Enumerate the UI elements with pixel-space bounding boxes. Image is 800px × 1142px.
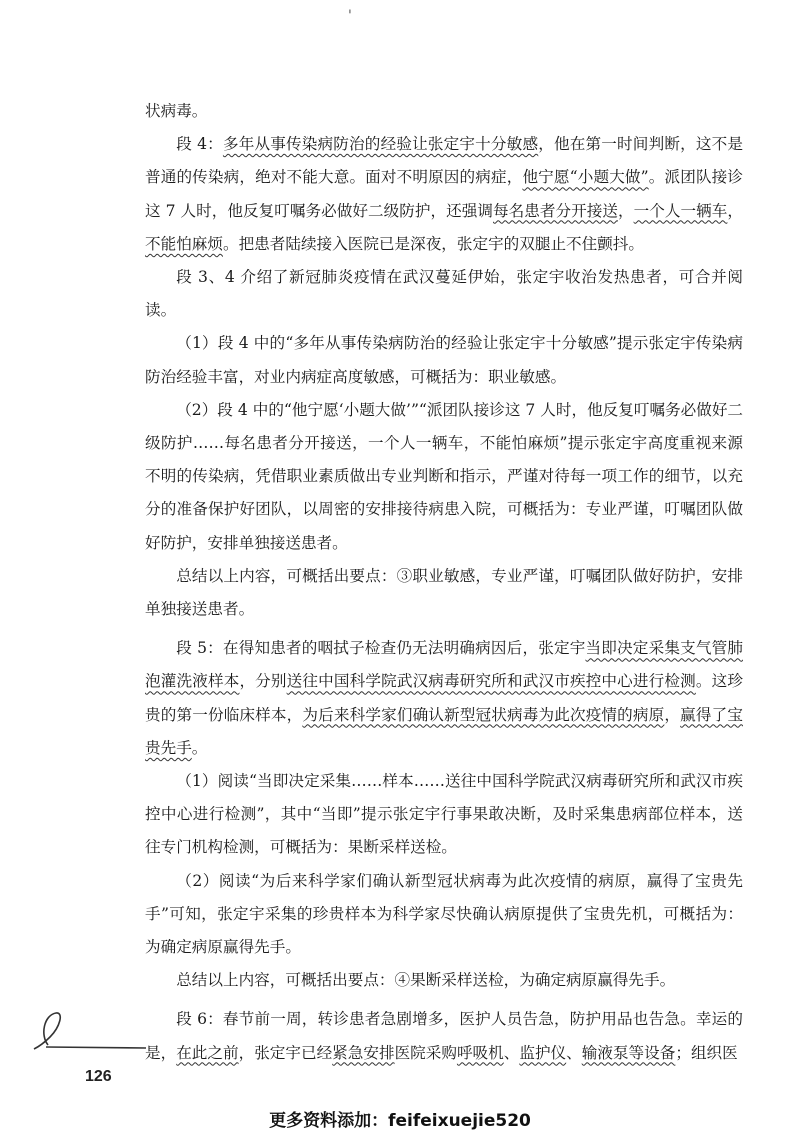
- text-run: 、: [503, 1043, 520, 1062]
- underlined-phrase: 紧急安排: [332, 1043, 395, 1062]
- paragraph: [145, 261, 743, 327]
- text-run: ，分别: [239, 672, 287, 691]
- underlined-phrase: 一个人一辆车: [633, 201, 728, 220]
- paragraph: [145, 632, 743, 765]
- underlined-phrase: 不能怕麻烦: [145, 234, 223, 253]
- text-run: （1）段 4 中的“多年从事传染病防治的经验让张定宇十分敏感”提示张定宇传染病防治经验丰富，对业内病症高度敏感，可概括为：职业敏感。: [145, 334, 743, 386]
- underlined-phrase: 监护仪: [519, 1043, 567, 1062]
- text-run: （1）阅读“当即决定采集……样本……送往中国科学院武汉病毒研究所和武汉市疾控中心进行检测”，其中“当即”提示张定宇行事果敢决断，及时采集患病部位样本，送往专门机构检测，可概括为：果断采样送检。: [145, 772, 743, 857]
- paragraph: [145, 865, 743, 965]
- underlined-phrase: 为后来科学家们确认新型冠状病毒为此次疫情的病原: [302, 705, 665, 724]
- text-run: ，: [618, 201, 634, 220]
- paragraph: [145, 964, 743, 997]
- text-run: 。: [191, 738, 208, 757]
- underlined-phrase: 在此之前: [176, 1043, 239, 1062]
- text-run: 段 5：在得知患者的咽拭子检查仍无法明确病因后，张定宇: [176, 639, 586, 658]
- handwritten-signature-mark: [26, 1005, 156, 1055]
- text-run: 状病毒。: [145, 102, 208, 120]
- text-body: [145, 95, 743, 1070]
- underlined-phrase: 呼吸机: [456, 1043, 504, 1062]
- text-run: 段 3、4 介绍了新冠肺炎疫情在武汉蔓延伊始，张定宇收治发热患者，可合并阅读。: [145, 268, 743, 320]
- underlined-phrase: 当即决定采集支气管肺泡灌洗液样本: [145, 639, 743, 691]
- text-run: 段 4：: [176, 135, 223, 154]
- underlined-phrase: 赢得了宝贵先手: [145, 705, 743, 757]
- page-number: 126: [85, 1068, 112, 1085]
- underlined-phrase: 送往中国科学院武汉病毒研究所和武汉市疾控中心进行检测: [286, 672, 696, 691]
- paragraph: [145, 765, 743, 865]
- text-run: （2）段 4 中的“他宁愿‘小题大做’”“派团队接诊这 7 人时，他反复叮嘱务必做好二级防护……每名患者分开接送，一个人一辆车，不能怕麻烦”提示张定宇高度重视来源不明的传染病，凭借职业素质做出专业判断和指示，严谨对待每一项工作的细节，以充分的准备保护好团队，以周密的安排接待病患入院，可概括为：专业严谨，叮嘱团队做好防护，安排单独接送患者。: [145, 400, 744, 552]
- paragraph: [145, 95, 743, 128]
- text-run: ，: [727, 201, 743, 220]
- paragraph: [145, 1003, 743, 1069]
- paragraph: [145, 560, 743, 626]
- text-run: 。派团队接诊这 7 人时，他反复叮嘱务必做好二级防护，还强调: [145, 168, 743, 220]
- paragraph: [145, 327, 743, 393]
- text-run: 。这珍贵的第一份临床样本，: [145, 672, 743, 724]
- text-run: 总结以上内容，可概括出要点：③职业敏感，专业严谨，叮嘱团队做好防护，安排单独接送患者。: [145, 566, 743, 619]
- text-run: ，他在第一时间判断，这不是普通的传染病，绝对不能大意。面对不明原因的病症，: [145, 135, 743, 187]
- underlined-phrase: 多年从事传染病防治的经验让张定宇十分敏感: [222, 135, 539, 154]
- footer-contact: 更多资料添加：feifeixuejie520: [269, 1111, 531, 1131]
- underlined-phrase: 他宁愿“小题大做”: [522, 168, 649, 187]
- underlined-phrase: 输液泵等设备: [581, 1043, 676, 1062]
- text-run: ；组织医: [675, 1043, 738, 1062]
- text-run: （2）阅读“为后来科学家们确认新型冠状病毒为此次疫情的病原，赢得了宝贵先手”可知，张定宇采集的珍贵样本为科学家尽快确认病原提供了宝贵先机，可概括为：为确定病原赢得先手。: [145, 871, 743, 957]
- text-run: 、: [566, 1043, 582, 1062]
- corner-mark: ': [348, 8, 352, 24]
- text-run: 。把患者陆续接入医院已是深夜，张定宇的双腿止不住颤抖。: [222, 234, 645, 253]
- text-run: ，张定宇已经: [238, 1043, 333, 1062]
- text-run: 总结以上内容，可概括出要点：④果断采样送检，为确定病原赢得先手。: [176, 971, 676, 990]
- paragraph: [145, 394, 743, 560]
- text-run: ，: [664, 705, 681, 724]
- paragraph: [145, 128, 743, 261]
- underlined-phrase: 每名患者分开接送: [493, 201, 618, 220]
- text-run: 段 6：春节前一周，转诊患者急剧增多，医护人员告急，防护用品也告急。幸运的是，: [145, 1010, 743, 1062]
- text-run: 医院采购: [394, 1043, 457, 1062]
